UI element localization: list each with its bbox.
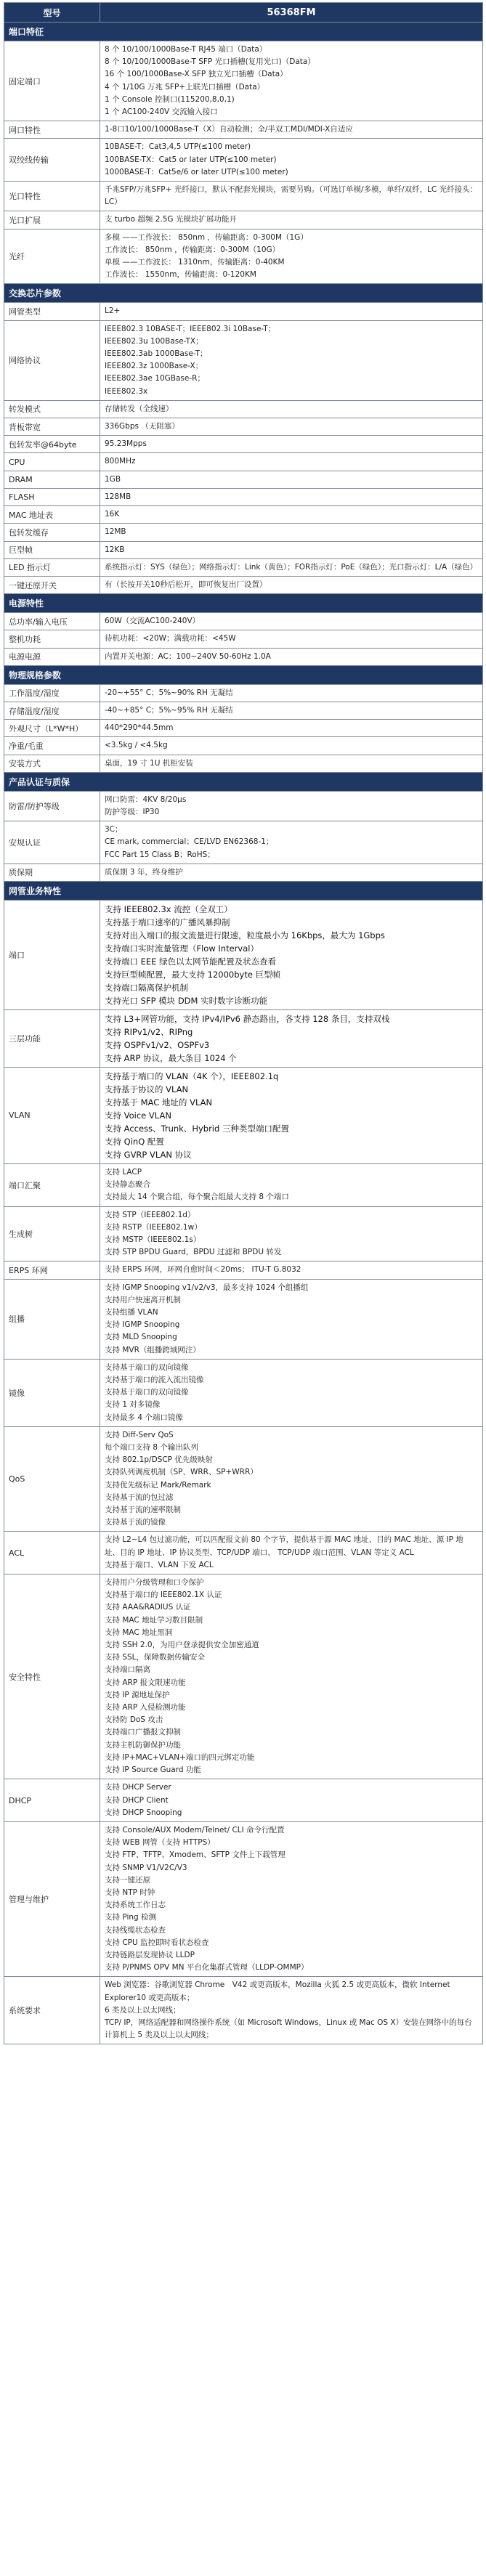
spec-line: 每个端口支持 8 个输出队列 — [105, 1443, 198, 1452]
spec-line: 支持主机防御保护功能 — [105, 1740, 181, 1750]
spec-line: 10BASE-T：Cat3,4,5 UTP(≤100 meter) — [105, 142, 251, 152]
spec-value — [100, 737, 483, 755]
spec-row — [4, 471, 483, 488]
spec-line: -20~+55° C；5%~90% RH 无凝结 — [105, 688, 233, 697]
spec-line: 1GB — [105, 474, 121, 484]
spec-key: 端口汇聚 — [4, 1163, 100, 1206]
spec-line: 支持 MSTP（IEEE802.1s） — [105, 1235, 201, 1244]
spec-value — [100, 303, 483, 320]
spec-key: 存储温度/湿度 — [4, 702, 100, 719]
spec-key: 外观尺寸（L*W*H） — [4, 720, 100, 737]
spec-key: 端口 — [4, 900, 100, 1009]
spec-line: 支持 LACP — [105, 1167, 142, 1177]
spec-value — [100, 211, 483, 229]
spec-row — [4, 900, 483, 1009]
spec-line: 待机功耗：<20W；满载功耗：<45W — [105, 634, 236, 643]
spec-key: 一键还原开关 — [4, 576, 100, 593]
spec-line: 支持 ARP 入侵检测功能 — [105, 1703, 186, 1712]
spec-row — [4, 558, 483, 576]
spec-line: 支持光口 SFP 模块 DDM 实时数字诊断功能 — [105, 995, 268, 1006]
spec-line: 支持 IGMP Snooping v1/v2/v3，最多支持 1024 个组播组 — [105, 1283, 309, 1292]
spec-key: MAC 地址表 — [4, 506, 100, 524]
spec-value — [100, 418, 483, 436]
spec-key: LED 指示灯 — [4, 558, 100, 576]
spec-line: -40~+85° C；5%~95% RH 无凝结 — [105, 705, 233, 715]
spec-row — [4, 684, 483, 702]
spec-key: 系统要求 — [4, 1977, 100, 2044]
spec-key: CPU — [4, 453, 100, 471]
spec-row — [4, 506, 483, 524]
spec-line: FCC Part 15 Class B；RoHS； — [105, 850, 215, 859]
spec-key: 组播 — [4, 1279, 100, 1359]
spec-value — [100, 1279, 483, 1359]
spec-key: 转发模式 — [4, 400, 100, 418]
spec-value — [100, 864, 483, 881]
spec-value — [100, 453, 483, 471]
spec-line: IEEE802.3ab 1000Base-T； — [105, 349, 208, 359]
spec-line: 支持 Ping 检测 — [105, 1913, 157, 1922]
spec-line: 支持 IP+MAC+VLAN+端口的四元绑定功能 — [105, 1752, 255, 1762]
spec-line: 单模 ——工作波长： 1310nm，传输距离：0-40KM — [105, 258, 285, 267]
model-label: 型号 — [4, 3, 100, 23]
spec-row — [4, 524, 483, 541]
spec-line: IEEE802.3x — [105, 386, 148, 396]
spec-value — [100, 506, 483, 524]
spec-line: 工作波长： 1550nm，传输距离：0-120KM — [105, 270, 256, 280]
spec-key: 双绞线传输 — [4, 139, 100, 182]
spec-key: 总功率/输入电压 — [4, 613, 100, 630]
spec-line: 4 个 1/10G 万兆 SFP+上联光口插槽（Data） — [105, 82, 265, 92]
spec-table-body — [4, 3, 483, 2044]
spec-key: 光纤 — [4, 229, 100, 284]
spec-line: 支持 IP 源地址保护 — [105, 1690, 170, 1699]
spec-line: 支持端口广播报文抑制 — [105, 1728, 181, 1737]
spec-line: 支持 CPU 监控即时看状态检查 — [105, 1938, 209, 1947]
spec-row — [4, 821, 483, 864]
spec-line: 支持 L3+网管功能，支持 IPv4/IPv6 静态路由，各支持 128 条目，支持双栈 — [105, 1013, 390, 1024]
spec-value — [100, 436, 483, 453]
spec-line: 防护等级：IP30 — [105, 807, 160, 816]
spec-line: 支持 STP（IEEE802.1d） — [105, 1210, 195, 1219]
spec-line: 支持 NTP 时钟 — [105, 1888, 155, 1897]
spec-line: 支持巨型帧配置，最大支持 12000byte 巨型帧 — [105, 969, 281, 980]
spec-row — [4, 1163, 483, 1206]
spec-row — [4, 1575, 483, 1779]
spec-row — [4, 1067, 483, 1163]
spec-line: 1000BASE-T：Cat5e/6 or later UTP(≤100 meter) — [105, 167, 288, 176]
spec-row — [4, 864, 483, 881]
spec-key: ACL — [4, 1532, 100, 1575]
spec-line: 支持端口隔离保护机制 — [105, 982, 188, 993]
spec-line: 支持基于端口的流入流出镜像 — [105, 1376, 204, 1384]
spec-row — [4, 1279, 483, 1359]
spec-key: 镜像 — [4, 1359, 100, 1426]
spec-line: 支持对出入端口的报文流量进行限速，粒度最小为 16Kbps，最大为 1Gbps — [105, 930, 385, 940]
spec-key: 安装方式 — [4, 755, 100, 772]
spec-line: 支持最大 14 个聚合组，每个聚合组最大支持 8 个端口 — [105, 1192, 289, 1202]
spec-line: 支持 Access、Trunk、Hybrid 三种类型端口配置 — [105, 1123, 289, 1134]
spec-line: 支持 FTP、TFTP、Xmodem、SFTP 文件上下载管理 — [105, 1850, 285, 1860]
spec-table — [4, 2, 483, 2044]
spec-line: 支持基于端口速率的广播风暴抑制 — [105, 917, 230, 927]
spec-key: VLAN — [4, 1067, 100, 1163]
spec-line: 支持 SNMP V1/V2C/V3 — [105, 1863, 187, 1872]
spec-line: 支持链路层发现协议 LLDP — [105, 1950, 195, 1959]
spec-line: 128MB — [105, 492, 131, 501]
spec-row — [4, 303, 483, 320]
section-header-row — [4, 881, 483, 900]
spec-line: 800MHz — [105, 457, 136, 466]
spec-line: 支持静态聚合 — [105, 1180, 150, 1190]
spec-key: 包转发率@64byte — [4, 436, 100, 453]
spec-line: 6 类及以上以太网线； — [105, 2005, 181, 2015]
spec-row — [4, 488, 483, 505]
spec-line: 内置开关电源：AC：100~240V 50-60Hz 1.0A — [105, 651, 271, 661]
spec-line: 支持基于流的包过滤 — [105, 1492, 174, 1502]
spec-key: 巨型帧 — [4, 541, 100, 558]
spec-line: 有（长按开关10秒后松开，即可恢复出厂设置） — [105, 580, 267, 589]
spec-value — [100, 791, 483, 821]
spec-line: 1 个 AC100-240V 交流输入接口 — [105, 107, 218, 117]
spec-line: 支持 QinQ 配置 — [105, 1136, 164, 1147]
spec-line: 支持基于 MAC 地址的 VLAN — [105, 1097, 213, 1108]
section-title: 交换芯片参数 — [4, 284, 483, 303]
spec-key: 整机功耗 — [4, 630, 100, 648]
spec-line: 12KB — [105, 545, 125, 554]
spec-line: 千兆SFP/万兆SFP+ 光纤接口，默认不配套光模块，需要另购。（可选订单模/多模，单纤/双纤，LC 光纤接头：LC） — [105, 185, 478, 207]
spec-value — [100, 648, 483, 665]
spec-line: 支持端口实时流量管理（Flow Interval） — [105, 943, 259, 954]
spec-row — [4, 791, 483, 821]
spec-key: ERPS 环网 — [4, 1261, 100, 1279]
section-header-row — [4, 594, 483, 613]
spec-line: 多模 ——工作波长： 850nm ，传输距离：0-300M（1G） — [105, 232, 308, 242]
spec-key: 净重/毛重 — [4, 737, 100, 755]
spec-key: FLASH — [4, 488, 100, 505]
spec-line: 1 个 Console 控制口(115200,8,0,1) — [105, 94, 235, 104]
spec-value — [100, 821, 483, 864]
spec-line: CE mark, commercial；CE/LVD EN62368-1； — [105, 837, 274, 847]
spec-line: 支持 ARP 协议，最大条目 1024 个 — [105, 1052, 237, 1063]
spec-row — [4, 630, 483, 648]
spec-line: 16 个 100/1000Base-X SFP 独立光口插槽（Data） — [105, 70, 288, 79]
spec-value — [100, 182, 483, 211]
spec-key: 固定端口 — [4, 41, 100, 121]
spec-line: 支持 P/PNMS OPV MN 平台化集群式管理（LLDP-OMMP） — [105, 1963, 309, 1972]
spec-line: 支持 STP BPDU Guard，BPDU 过滤和 BPDU 转发 — [105, 1248, 282, 1257]
spec-key: 包转发缓存 — [4, 524, 100, 541]
spec-line: 系统指示灯：SYS（绿色）；网络指示灯：Link（黄色）；FOR指示灯：PoE（绿色）；光口指示灯：L/A（绿色） — [105, 562, 478, 572]
spec-line: 支持端口 EEE 绿色以太网节能配置及状态查看 — [105, 956, 277, 967]
spec-line: 支持线缆状态检查 — [105, 1925, 166, 1935]
spec-line: 支持用户快速离开机制 — [105, 1295, 181, 1304]
spec-line: 支持 ARP 报文限速功能 — [105, 1678, 186, 1687]
spec-line: 支持 IEEE802.3x 流控（全双工） — [105, 903, 232, 914]
spec-row — [4, 576, 483, 593]
spec-line: 工作波长： 850nm ，传输距离：0-300M（10G） — [105, 245, 280, 254]
spec-line: IEEE802.3u 100Base-TX； — [105, 336, 203, 346]
spec-value — [100, 1426, 483, 1532]
spec-row — [4, 41, 483, 121]
spec-row — [4, 436, 483, 453]
spec-line: 95.23Mpps — [105, 439, 147, 449]
spec-key: 管理与维护 — [4, 1821, 100, 1976]
spec-line: 支持优先级标记 Mark/Remark — [105, 1480, 211, 1490]
header-row — [4, 3, 483, 23]
spec-line: 支持 RSTP（IEEE802.1w） — [105, 1222, 202, 1232]
spec-key: 工作温度/湿度 — [4, 684, 100, 702]
spec-value — [100, 1977, 483, 2044]
section-header-row — [4, 284, 483, 303]
spec-line: 支持 AAA&RADIUS 认证 — [105, 1603, 191, 1612]
spec-value — [100, 1163, 483, 1206]
spec-line: 支持端口隔离 — [105, 1665, 150, 1675]
spec-row — [4, 613, 483, 630]
spec-row — [4, 1977, 483, 2044]
spec-row — [4, 453, 483, 471]
section-title: 网管业务特性 — [4, 881, 483, 900]
spec-line: 支持 OSPFv1/v2、OSPFv3 — [105, 1039, 210, 1050]
spec-row — [4, 418, 483, 436]
spec-line: 3C； — [105, 825, 123, 834]
spec-value — [100, 139, 483, 182]
spec-line: 支持组播 VLAN — [105, 1307, 158, 1317]
section-title: 产品认证与质保 — [4, 772, 483, 791]
spec-row — [4, 702, 483, 719]
spec-row — [4, 320, 483, 400]
spec-row — [4, 211, 483, 229]
spec-value — [100, 900, 483, 1009]
spec-key: 背板带宽 — [4, 418, 100, 436]
spec-line: 桌面，19 寸 1U 机柜安装 — [105, 758, 193, 768]
spec-key: 防雷/防护等级 — [4, 791, 100, 821]
spec-line: 支持系统工作日志 — [105, 1901, 166, 1910]
spec-row — [4, 1426, 483, 1532]
spec-line: 网口防雷：4KV 8/20μs — [105, 795, 187, 804]
spec-row — [4, 229, 483, 284]
spec-line: <3.5kg / <4.5kg — [105, 741, 168, 750]
spec-row — [4, 720, 483, 737]
spec-line: 支持防 DoS 攻击 — [105, 1715, 163, 1725]
spec-row — [4, 1261, 483, 1279]
spec-line: 支持 L2~L4 包过滤功能，可以匹配报文前 80 个字节，提供基于源 MAC 地址、目的 MAC 地址、源 IP 地址、目的 IP 地址、IP 协议类型、TCP/UDP 端口、 TCP/UDP 端口范围、VLAN 等定义 ACL — [105, 1535, 463, 1557]
spec-line: 支持 IGMP Snooping — [105, 1320, 180, 1330]
spec-value — [100, 1261, 483, 1279]
spec-line: 336Gbps （无阻塞） — [105, 422, 179, 431]
spec-line: 支持基于端口的双向镜像 — [105, 1388, 189, 1397]
spec-row — [4, 1821, 483, 1976]
spec-value — [100, 1009, 483, 1067]
spec-value — [100, 41, 483, 121]
spec-line: 1-8口10/100/1000Base-T（X）自动检测；全/半双工MDI/MDI-X自适应 — [105, 125, 353, 134]
spec-key: 三层功能 — [4, 1009, 100, 1067]
spec-line: 支持基于端口、VLAN 下发 ACL — [105, 1560, 214, 1569]
spec-line: 440*290*44.5mm — [105, 723, 174, 733]
spec-value — [100, 524, 483, 541]
spec-value — [100, 488, 483, 505]
spec-row — [4, 755, 483, 772]
spec-value — [100, 1779, 483, 1822]
spec-line: 支持 DHCP Snooping — [105, 1808, 182, 1817]
spec-line: 8 个 10/100/1000Base-T SFP 光口插槽(复用光口)（Data） — [105, 57, 315, 67]
spec-line: 12MB — [105, 527, 126, 537]
spec-value — [100, 576, 483, 593]
spec-key: QoS — [4, 1426, 100, 1532]
spec-line: 支持 DHCP Client — [105, 1795, 169, 1805]
spec-line: TCP/ IP，网络适配器和网络操作系统（如 Microsoft Windows，Linux 或 Mac OS X）安装在网络中的每台计算机上 5 类及以上以太网线； — [105, 2018, 472, 2040]
spec-key: 网络协议 — [4, 320, 100, 400]
spec-line: 支持 MAC 地址黑洞 — [105, 1628, 173, 1637]
spec-line: 支持 DHCP Server — [105, 1783, 171, 1792]
spec-line: 支持 802.1p/DSCP 优先级映射 — [105, 1455, 213, 1465]
model-value: 56368FM — [100, 3, 483, 23]
spec-key: 电源电源 — [4, 648, 100, 665]
spec-row — [4, 1009, 483, 1067]
spec-line: 存储转发（全线速） — [105, 404, 174, 413]
spec-row — [4, 1359, 483, 1426]
spec-value — [100, 1532, 483, 1575]
spec-value — [100, 1575, 483, 1779]
spec-line: 支持 IP Source Guard 功能 — [105, 1766, 201, 1775]
spec-line: 支持 ERPS 环网，环网自愈时间＜20ms； ITU-T G.8032 — [105, 1265, 301, 1275]
spec-line: 支持 MVR（组播跨域网注） — [105, 1345, 201, 1354]
spec-line: 支持 Voice VLAN — [105, 1110, 171, 1121]
spec-value — [100, 121, 483, 139]
spec-row — [4, 541, 483, 558]
spec-line: 100BASE-TX：Cat5 or later UTP(≤100 meter) — [105, 155, 277, 164]
spec-line: 支持基于协议的 VLAN — [105, 1084, 189, 1094]
spec-line: 支持队列调度机制（SP、WRR、SP+WRR） — [105, 1468, 258, 1477]
section-header-row — [4, 23, 483, 41]
spec-line: 支持最多 4 个端口镜像 — [105, 1413, 183, 1422]
spec-row — [4, 648, 483, 665]
spec-line: 支持 MAC 地址学习数目限制 — [105, 1615, 203, 1625]
spec-key: 安规认证 — [4, 821, 100, 864]
spec-line: 支持基于端口的双向镜像 — [105, 1362, 189, 1372]
spec-value — [100, 471, 483, 488]
spec-line: 支持一键还原 — [105, 1875, 150, 1885]
spec-value — [100, 320, 483, 400]
spec-key: 质保期 — [4, 864, 100, 881]
spec-row — [4, 737, 483, 755]
spec-line: 支持 WEB 网管（支持 HTTPS） — [105, 1838, 215, 1848]
spec-key: 光口扩展 — [4, 211, 100, 229]
spec-line: 支持 Diff-Serv QoS — [105, 1430, 174, 1439]
spec-sheet — [4, 2, 482, 2044]
spec-value — [100, 684, 483, 702]
spec-value — [100, 1821, 483, 1976]
spec-row — [4, 121, 483, 139]
spec-line: 支持 SSL，保障数据传输安全 — [105, 1653, 206, 1662]
spec-line: Web 浏览器：谷歌浏览器 Chrome V42 或更高版本，Mozilla 火狐 2.5 或更高版本，微软 Internet Explorer10 或更高版本； — [105, 1980, 450, 2002]
spec-line: 支持 MLD Snooping — [105, 1333, 177, 1342]
spec-value — [100, 702, 483, 719]
spec-value — [100, 1206, 483, 1261]
spec-value — [100, 1359, 483, 1426]
spec-line: 支持基于端口的 IEEE802.1X 认证 — [105, 1590, 222, 1600]
spec-line: IEEE802.3 10BASE-T；IEEE802.3i 10Base-T； — [105, 324, 276, 333]
spec-key: 网管类型 — [4, 303, 100, 320]
spec-line: IEEE802.3z 1000Base-X； — [105, 362, 203, 371]
spec-line: 支持基于流的速率限制 — [105, 1506, 181, 1515]
spec-line: L2+ — [105, 306, 121, 316]
spec-value — [100, 1067, 483, 1163]
spec-value — [100, 558, 483, 576]
spec-line: 质保期 3 年，终身维护 — [105, 867, 183, 877]
spec-line: 支 turbo 超频 2.5G 光模块扩展功能开 — [105, 215, 237, 224]
spec-line: 60W（交流AC100-240V） — [105, 617, 201, 626]
spec-value — [100, 229, 483, 284]
spec-line: 支持基于流的镜像 — [105, 1518, 166, 1527]
spec-value — [100, 613, 483, 630]
spec-row — [4, 139, 483, 182]
spec-line: 支持 Console/AUX Modem/Telnet/ CLI 命令行配置 — [105, 1825, 285, 1835]
spec-line: 支持 RIPv1/v2、RIPng — [105, 1026, 193, 1037]
spec-key: 光口特性 — [4, 182, 100, 211]
spec-key: 安全特性 — [4, 1575, 100, 1779]
spec-value — [100, 720, 483, 737]
spec-value — [100, 541, 483, 558]
spec-row — [4, 400, 483, 418]
section-title: 物理规格参数 — [4, 665, 483, 684]
section-header-row — [4, 665, 483, 684]
spec-line: 8 个 10/100/1000Base-T RJ45 端口（Data） — [105, 45, 267, 54]
section-title: 电源特性 — [4, 594, 483, 613]
spec-row — [4, 1206, 483, 1261]
spec-value — [100, 755, 483, 772]
spec-line: 支持 GVRP VLAN 协议 — [105, 1149, 192, 1160]
spec-value — [100, 400, 483, 418]
spec-value — [100, 630, 483, 648]
spec-line: 支持 SSH 2.0，为用户登录提供安全加密通道 — [105, 1641, 259, 1650]
spec-row — [4, 182, 483, 211]
spec-row — [4, 1532, 483, 1575]
section-header-row — [4, 772, 483, 791]
spec-key: DHCP — [4, 1779, 100, 1822]
spec-key: DRAM — [4, 471, 100, 488]
spec-line: IEEE802.3ae 10GBase-R； — [105, 374, 205, 383]
spec-key: 网口特性 — [4, 121, 100, 139]
spec-line: 支持 1 对多镜像 — [105, 1400, 161, 1410]
spec-row — [4, 1779, 483, 1822]
section-title: 端口特征 — [4, 23, 483, 41]
spec-line: 支持用户分级管理和口令保护 — [105, 1578, 204, 1588]
spec-line: 支持基于端口的 VLAN（4K 个），IEEE802.1q — [105, 1070, 279, 1081]
spec-line: 16K — [105, 510, 120, 519]
spec-key: 生成树 — [4, 1206, 100, 1261]
